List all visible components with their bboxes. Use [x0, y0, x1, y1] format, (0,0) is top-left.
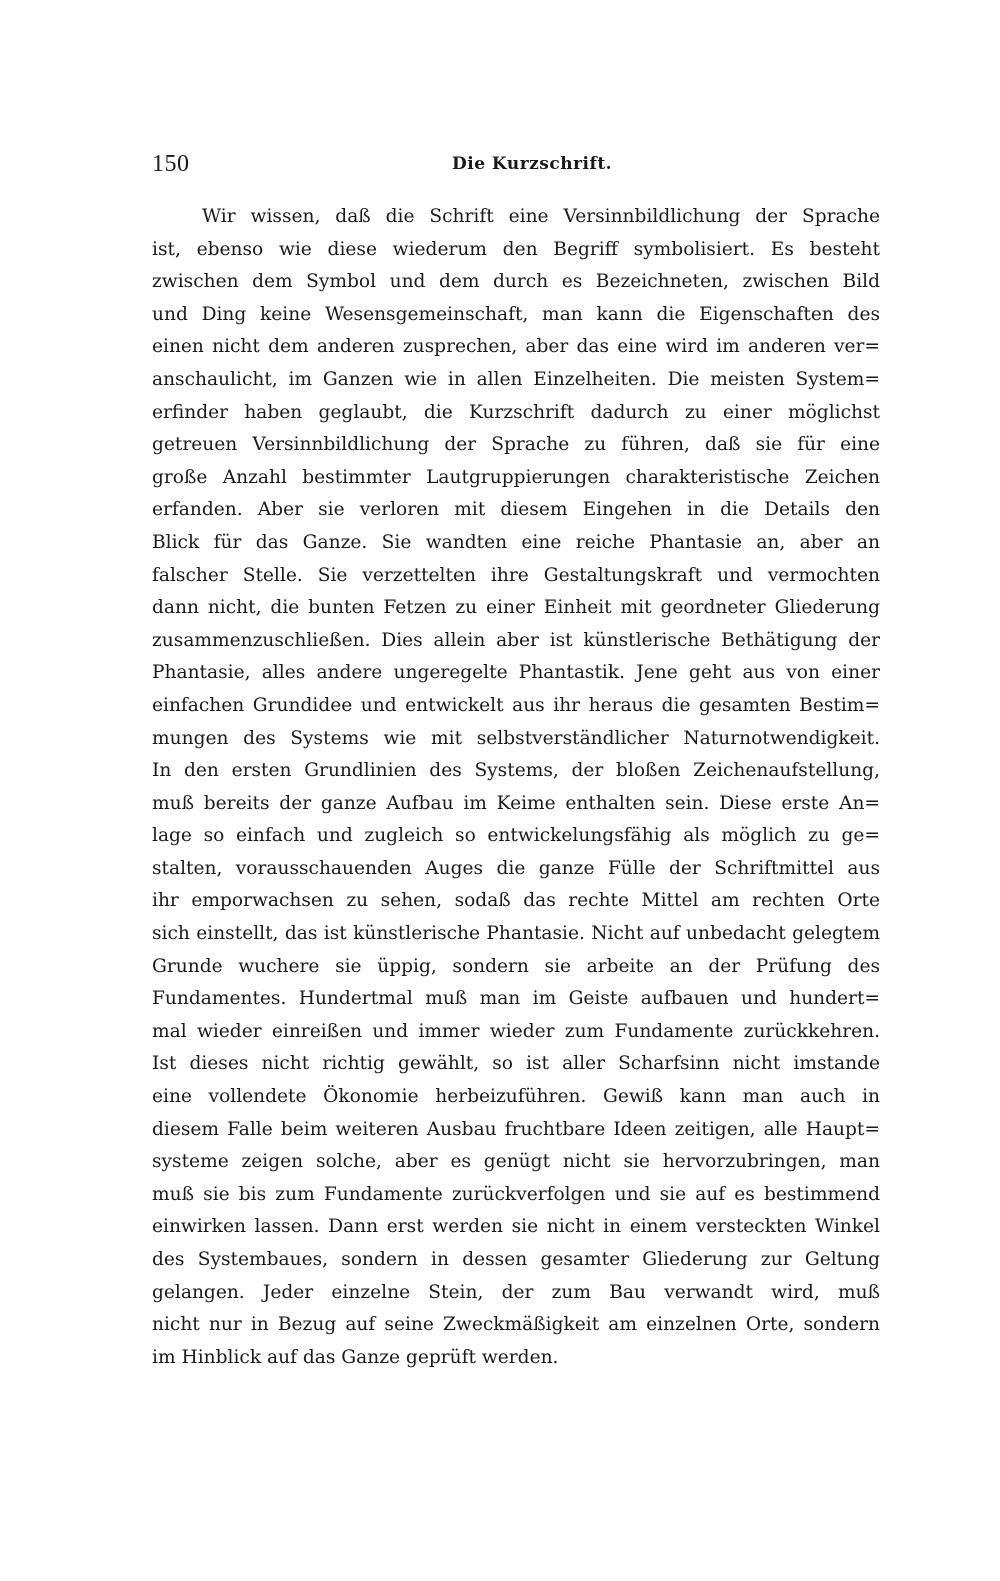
text-line: falscher Stelle. Sie verzettelten ihre Gestaltungskraft und vermochten: [152, 564, 880, 586]
text-line: und Ding keine Wesensgemeinschaft, man kann die Eigenschaften des: [152, 303, 880, 325]
text-line: ihr emporwachsen zu sehen, sodaß das rechte Mittel am rechten Orte: [152, 890, 880, 912]
text-line: lage so einfach und zugleich so entwickelungsfähig als möglich zu ge=: [152, 825, 880, 847]
text-line: diesem Falle beim weiteren Ausbau fruchtbare Ideen zeitigen, alle Haupt=: [152, 1118, 880, 1140]
page-header: [152, 152, 880, 182]
text-line: Blick für das Ganze. Sie wandten eine reiche Phantasie an, aber an: [152, 531, 880, 553]
text-line: gelangen. Jeder einzelne Stein, der zum Bau verwandt wird, muß: [152, 1281, 880, 1303]
text-line: einfachen Grundidee und entwickelt aus ihr heraus die gesamten Bestim=: [152, 694, 880, 716]
text-line: eine vollendete Ökonomie herbeizuführen. Gewiß kann man auch in: [152, 1086, 880, 1108]
running-title: Die Kurzschrift.: [452, 154, 613, 174]
text-line: anschaulicht, im Ganzen wie in allen Einzelheiten. Die meisten System=: [152, 368, 880, 390]
body-paragraph: [152, 201, 880, 1374]
text-line: große Anzahl bestimmter Lautgruppierungen charakteristische Zeichen: [152, 466, 880, 488]
text-line: Grunde wuchere sie üppig, sondern sie arbeite an der Prüfung des: [152, 955, 880, 977]
text-line: Phantasie, alles andere ungeregelte Phantastik. Jene geht aus von einer: [152, 662, 880, 684]
text-line: zusammenzuschließen. Dies allein aber ist künstlerische Bethätigung der: [152, 629, 880, 651]
text-line: einen nicht dem anderen zusprechen, aber das eine wird im anderen ver=: [152, 336, 880, 358]
text-line: im Hinblick auf das Ganze geprüft werden.: [152, 1346, 559, 1368]
text-line: sich einstellt, das ist künstlerische Phantasie. Nicht auf unbedacht gelegtem: [152, 923, 880, 945]
text-line: muß bereits der ganze Aufbau im Keime enthalten sein. Diese erste An=: [152, 792, 880, 814]
text-line: erfanden. Aber sie verloren mit diesem Eingehen in die Details den: [152, 499, 880, 521]
text-line: mal wieder einreißen und immer wieder zum Fundamente zurückkehren.: [152, 1020, 880, 1042]
text-line: systeme zeigen solche, aber es genügt nicht sie hervorzubringen, man: [152, 1151, 880, 1173]
text-line: Wir wissen, daß die Schrift eine Versinnbildlichung der Sprache: [202, 206, 880, 227]
text-line: Ist dieses nicht richtig gewählt, so ist aller Scharfsinn nicht imstande: [152, 1053, 880, 1075]
text-line: stalten, vorausschauenden Auges die ganze Fülle der Schriftmittel aus: [152, 857, 880, 879]
text-line: nicht nur in Bezug auf seine Zweckmäßigkeit am einzelnen Orte, sondern: [152, 1314, 880, 1336]
text-line: erfinder haben geglaubt, die Kurzschrift dadurch zu einer möglichst: [152, 401, 880, 423]
text-line: Fundamentes. Hundertmal muß man im Geiste aufbauen und hundert=: [152, 988, 880, 1010]
text-line: In den ersten Grundlinien des Systems, der bloßen Zeichenaufstellung,: [152, 760, 880, 782]
text-line: einwirken lassen. Dann erst werden sie nicht in einem versteckten Winkel: [152, 1216, 880, 1238]
text-line: des Systembaues, sondern in dessen gesamter Gliederung zur Geltung: [152, 1249, 880, 1270]
text-line: dann nicht, die bunten Fetzen zu einer Einheit mit geordneter Gliederung: [152, 597, 880, 619]
text-line: muß sie bis zum Fundamente zurückverfolgen und sie auf es bestimmend: [152, 1183, 880, 1205]
page-number: 150: [152, 151, 190, 177]
text-line: zwischen dem Symbol und dem durch es Bezeichneten, zwischen Bild: [152, 271, 880, 293]
text-line: ist, ebenso wie diese wiederum den Begriff symbolisiert. Es besteht: [152, 238, 880, 260]
text-line: mungen des Systems wie mit selbstverständlicher Naturnotwendigkeit.: [152, 727, 880, 749]
text-line: getreuen Versinnbildlichung der Sprache zu führen, daß sie für eine: [152, 434, 880, 456]
